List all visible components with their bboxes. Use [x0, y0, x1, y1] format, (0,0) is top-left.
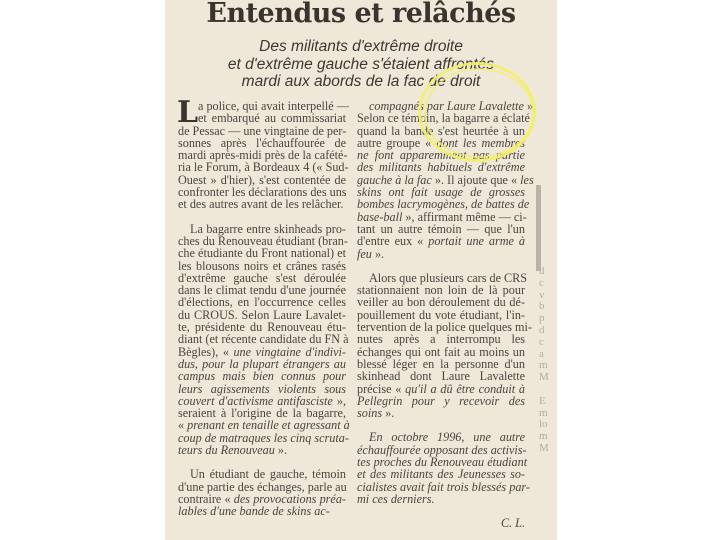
text-segment: ria le Forum, à Bordeaux 4 (« Sud-: [178, 160, 349, 175]
text-segment: d'entre eux «: [357, 234, 429, 249]
text-segment: nutes après a interrompu les: [357, 332, 525, 347]
text-line: [357, 248, 525, 260]
italic-quote-segment: les: [520, 172, 534, 187]
adjacent-text-fragment: m: [539, 359, 548, 372]
adjacent-text-fragment: E: [539, 394, 546, 407]
italic-quote-segment: compagnés par Laure Lavalette: [369, 99, 524, 113]
italic-quote-segment: teurs du Renouveau: [178, 443, 275, 458]
adjacent-text-fragment: M: [539, 441, 549, 454]
italic-quote-segment: portait une arme à: [428, 234, 526, 249]
text-segment: ». Il ajoute que «: [431, 172, 521, 187]
text-segment: dans le climat tendu d'une journée: [178, 283, 346, 298]
italic-quote-segment: et des militants des Jeunesses so-: [357, 467, 525, 482]
italic-quote-segment: prenant en tenaille et agressant à: [187, 418, 350, 433]
text-segment: te, présidente du Renouveau étu-: [178, 320, 346, 335]
text-segment: »,: [332, 393, 346, 408]
text-segment: veiller au bon déroulement du dé-: [357, 295, 525, 310]
italic-quote-segment: campus mais bien connus pour: [178, 369, 346, 384]
italic-quote-segment: coup de matraques les cinq scruta-: [178, 430, 349, 445]
italic-quote-segment: gauche à la fac: [357, 172, 432, 187]
paragraph: [178, 221, 350, 458]
italic-quote-segment: cialistes avait fait trois blessés par-: [357, 479, 530, 494]
text-segment: Selon ce témoin, la bagarre a éclaté: [357, 111, 530, 126]
italic-quote-segment: couvert d'activisme antifasciste: [178, 393, 333, 408]
subheadline-line: mardi aux abords de la fac de droit: [241, 73, 481, 90]
text-line: [178, 505, 346, 517]
text-line: [357, 407, 525, 419]
article-column-2: [357, 99, 537, 531]
text-segment: Ouest » d'hier), s'est contentée de: [178, 172, 346, 187]
subheadline-line: et d'extrême gauche s'étaient affrontés: [227, 55, 495, 73]
text-segment: skinhead dont Laure Lavalette: [357, 369, 525, 384]
text-segment: tant un autre témoin — que l'un: [357, 221, 525, 236]
text-segment: blessé léger en la personne d'un: [357, 356, 525, 371]
adjacent-text-fragment: b: [539, 300, 545, 313]
text-segment: d'extrême gauche s'est déroulée: [178, 270, 346, 285]
text-segment: du CROUS. Selon Laure Lavalet-: [178, 307, 346, 322]
adjacent-text-fragment: lo: [539, 418, 548, 431]
adjacent-text-fragment: d: [539, 323, 545, 336]
article-column-1: [177, 95, 350, 530]
adjacent-text-fragment: v: [539, 288, 545, 301]
italic-quote-segment: mi ces derniers.: [357, 491, 435, 506]
paragraph: [357, 270, 532, 421]
text-segment: d'élections, en l'occurrence celles: [178, 295, 346, 310]
adjacent-column-rule: [536, 185, 541, 271]
italic-quote-segment: lables d'une bande de skins ac-: [178, 504, 330, 519]
text-segment: quand la bande s'est heurtée à un: [357, 123, 525, 138]
drop-cap: L: [177, 95, 199, 130]
italic-quote-segment: skins ont fait usage de grosses: [357, 185, 525, 200]
italic-quote-segment: leurs agissements violents sous: [178, 381, 346, 396]
text-segment: ».: [382, 406, 395, 421]
text-segment: tervention de la police quelques mi-: [357, 320, 532, 335]
italic-quote-segment: tes proches du Renouveau étudiant: [357, 455, 528, 470]
text-segment: La bagarre entre skinheads pro-: [190, 221, 346, 236]
text-segment: diant (et récente candidate du FN à: [178, 332, 349, 347]
adjacent-text-fragment: [539, 384, 549, 396]
text-line: [178, 198, 346, 210]
paragraph: [178, 468, 346, 517]
adjacent-text-fragment: M: [539, 371, 549, 384]
italic-quote-segment: soins: [357, 406, 383, 421]
text-segment: stationnaient non loin de là pour: [357, 283, 525, 298]
italic-quote-segment: une vingtaine d'indivi-: [233, 344, 346, 359]
text-segment: les blousons noirs et crânes rasés: [178, 258, 346, 273]
text-segment: ».: [274, 443, 287, 458]
adjacent-text-fragment: a: [539, 347, 544, 360]
text-segment: échanges qui ont fait au moins un: [357, 344, 525, 359]
text-segment: et des autres avant de les relâcher.: [178, 197, 344, 212]
text-segment: contraire «: [178, 491, 234, 506]
italic-quote-segment: qu'il a dû être conduit à: [405, 381, 525, 396]
text-line: [357, 493, 525, 505]
italic-quote-segment: base-ball: [357, 209, 403, 224]
text-segment: ches du Renouveau étudiant (bran-: [178, 233, 348, 248]
text-line: [178, 444, 346, 456]
italic-quote-segment: Pellegrin pour y recevoir des: [357, 393, 525, 408]
text-segment: et embarqué au commissariat: [198, 111, 346, 126]
text-segment: ».: [523, 99, 537, 113]
italic-quote-segment: bombes lacrymogènes, de battes de: [357, 197, 530, 212]
text-segment: seraient à l'origine de la bagarre,: [178, 406, 346, 421]
adjacent-text-fragment: p: [539, 312, 545, 325]
paragraph: [357, 430, 530, 506]
text-segment: ».: [371, 246, 385, 261]
text-segment: Un étudiant de gauche, témoin: [190, 467, 346, 482]
adjacent-text-fragment: d: [539, 265, 545, 277]
text-segment: Alors que plusieurs cars de CRS: [369, 270, 528, 285]
text-segment: Bègles), «: [178, 344, 234, 359]
subheadline-line: Des militants d'extrême droite: [259, 38, 463, 55]
adjacent-text-fragment: m: [539, 430, 548, 443]
text-segment: sonnes après l'échauffourée de: [178, 135, 346, 150]
text-segment: », affirmant même — ci-: [402, 209, 527, 224]
italic-quote-segment: dus, pour la plupart étrangers au: [178, 356, 346, 371]
text-segment: mardi après-midi près de la cafété-: [178, 148, 348, 163]
text-segment: che étudiante du Front national) et: [178, 246, 346, 261]
italic-quote-segment: ne font apparemment pas partie: [357, 148, 525, 163]
text-segment: autre groupe «: [357, 135, 437, 150]
text-segment: pouillement du vote étudiant, l'in-: [357, 307, 525, 322]
text-segment: d'une partie des échanges, parle au: [178, 479, 347, 494]
adjacent-column-fragments: [539, 266, 549, 455]
italic-quote-segment: échauffourée opposant des activis-: [357, 442, 527, 457]
adjacent-text-fragment: c: [539, 276, 544, 289]
headline: Entendus et relâchés: [206, 0, 516, 29]
italic-quote-segment: feu: [357, 246, 372, 261]
adjacent-text-fragment: m: [539, 406, 548, 419]
italic-quote-segment: des militants habituels d'extrême: [357, 160, 525, 175]
paragraph: [177, 95, 349, 212]
text-segment: de Pessac — une vingtaine de per-: [178, 123, 347, 138]
highlighter-circle-mark: [424, 68, 537, 158]
italic-quote-segment: des provocations préa-: [233, 491, 346, 506]
text-segment: a police, qui avait interpellé —: [198, 99, 349, 113]
adjacent-text-fragment: c: [539, 335, 544, 348]
italic-quote-segment: En octobre 1996, une autre: [369, 430, 525, 445]
text-segment: précise «: [357, 381, 406, 396]
text-segment: confronter les déclarations des uns: [178, 185, 347, 200]
text-segment: «: [178, 418, 188, 433]
italic-quote-segment: dont les membres: [436, 135, 525, 150]
author-initials: C. L.: [500, 516, 525, 531]
